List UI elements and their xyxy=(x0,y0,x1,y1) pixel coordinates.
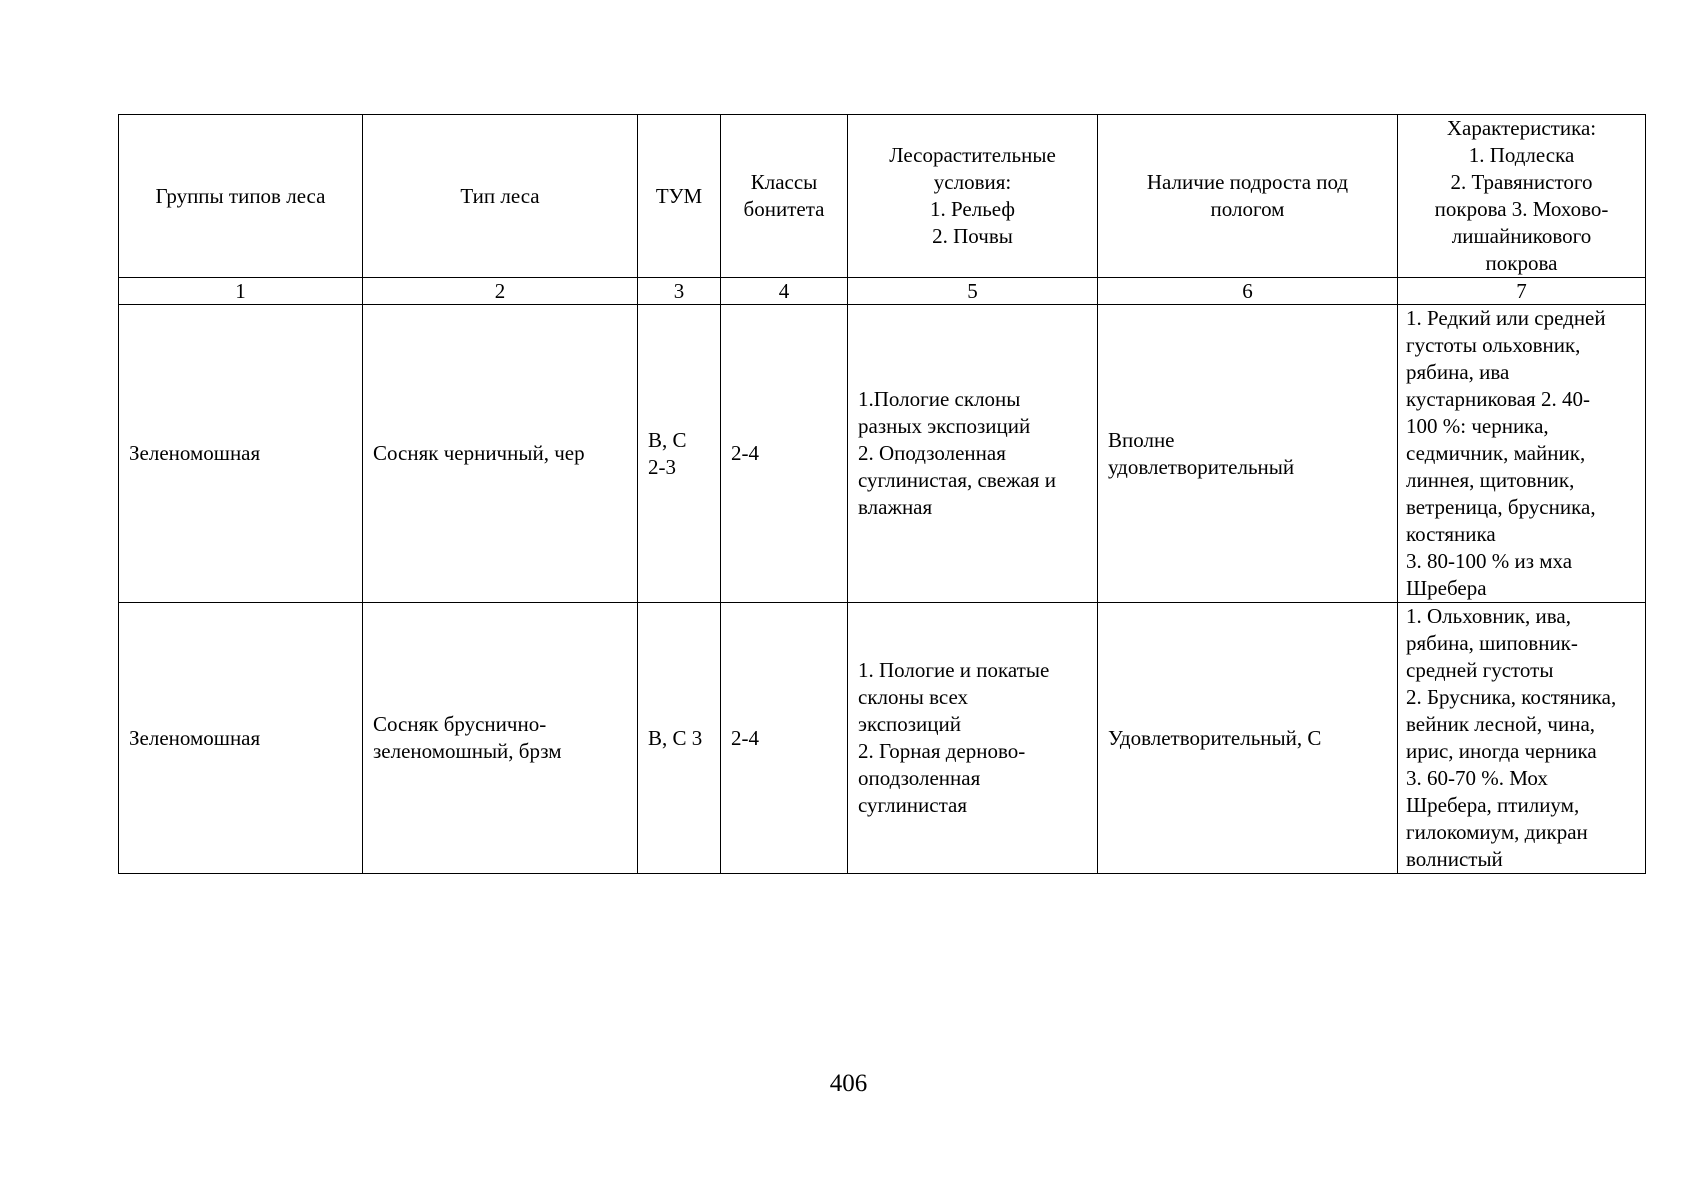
cell-growing-conditions: 1.Пологие склоны разных экспозиций 2. Оподзоленная суглинистая, свежая и влажная xyxy=(848,305,1098,603)
column-number: 1 xyxy=(119,278,363,305)
header-bonitet: Классы бонитета xyxy=(721,115,848,278)
header-row xyxy=(119,115,1646,278)
table-row xyxy=(119,603,1646,874)
column-number: 2 xyxy=(363,278,638,305)
cell-growing-conditions: 1. Пологие и покатые склоны всех экспозиций 2. Горная дерново- оподзоленная суглинистая xyxy=(848,603,1098,874)
cell-characteristics: 1. Редкий или средней густоты ольховник, рябина, ива кустарниковая 2. 40- 100 %: черника, седмичник, майник, линнея, щитовник, ветреница, брусника, костяника 3. 80-100 % из мха Шребера xyxy=(1398,305,1646,603)
cell-forest-group: Зеленомошная xyxy=(119,603,363,874)
column-number: 6 xyxy=(1098,278,1398,305)
cell-bonitet: 2-4 xyxy=(721,305,848,603)
cell-tum: В, С 3 xyxy=(638,603,721,874)
page-number: 406 xyxy=(829,1070,868,1097)
header-undergrowth: Наличие подроста под пологом xyxy=(1098,115,1398,278)
header-tum: ТУМ xyxy=(638,115,721,278)
cell-tum: В, С 2-3 xyxy=(638,305,721,603)
header-characteristics: Характеристика: 1. Подлеска 2. Травянистого покрова 3. Мохово- лишайникового покрова xyxy=(1398,115,1646,278)
header-forest-group: Группы типов леса xyxy=(119,115,363,278)
cell-undergrowth: Удовлетворительный, С xyxy=(1098,603,1398,874)
cell-undergrowth: Вполне удовлетворительный xyxy=(1098,305,1398,603)
column-number: 5 xyxy=(848,278,1098,305)
cell-forest-type: Сосняк бруснично- зеленомошный, брзм xyxy=(363,603,638,874)
forest-types-table xyxy=(118,114,1646,874)
column-number: 3 xyxy=(638,278,721,305)
table-row xyxy=(119,305,1646,603)
header-growing-conditions: Лесорастительные условия: 1. Рельеф 2. Почвы xyxy=(848,115,1098,278)
cell-characteristics: 1. Ольховник, ива, рябина, шиповник- средней густоты 2. Брусника, костяника, вейник лесной, чина, ирис, иногда черника 3. 60-70 %. Мох Шребера, птилиум, гилокомиум, дикран волнистый xyxy=(1398,603,1646,874)
header-forest-type: Тип леса xyxy=(363,115,638,278)
cell-forest-type: Сосняк черничный, чер xyxy=(363,305,638,603)
column-number: 4 xyxy=(721,278,848,305)
cell-bonitet: 2-4 xyxy=(721,603,848,874)
column-number: 7 xyxy=(1398,278,1646,305)
cell-forest-group: Зеленомошная xyxy=(119,305,363,603)
column-number-row xyxy=(119,278,1646,305)
